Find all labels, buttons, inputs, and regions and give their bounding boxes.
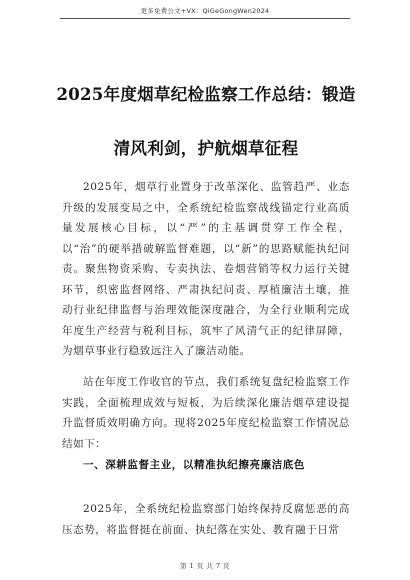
page-footer: 第 1 页 共 7 页: [179, 562, 231, 570]
document-title: 2025年度烟草纪检监察工作总结：锻造清风利剑，护航烟草征程: [56, 85, 356, 158]
page-header: 更多免费公文+VX：QiGeGongWen2024: [140, 7, 270, 15]
paragraph-section1: 2025年，全系统纪检监察部门始终保持反腐惩恶的高压态势，将监督挺在前面、执纪落在实处、教育融于日常: [62, 503, 350, 536]
paragraph-intro: 2025年，烟草行业置身于改革深化、监管趋严、业态升级的发展变局之中，全系统纪检监察战线锚定行业高质量发展核心目标，以“严”的主基调贯穿工作全程，以“治”的硬举措破解监督难题，以“新”的思路赋能执纪问责。聚焦物资采购、专卖执法、卷烟营销等权力运行关键环节，织密监督网络、严肃执纪问责、厚植廉洁土壤，推动行业纪律监督与治理效能深度融合，为全行业顺利完成年度生产经营与税利目标，筑牢了风清气正的纪律屏障，为烟草事业行稳致远注入了廉洁动能。: [62, 181, 350, 357]
paragraph-review: 站在年度工作收官的节点，我们系统复盘纪检监察工作实践，全面梳理成效与短板，为后续深化廉洁烟草建设提升监督质效明确方向。现将2025年度纪检监察工作情况总结如下：: [62, 376, 350, 450]
section-heading-1: 一、深耕监督主业，以精准执纪擦亮廉洁底色: [83, 459, 305, 471]
header-divider: [60, 18, 350, 19]
